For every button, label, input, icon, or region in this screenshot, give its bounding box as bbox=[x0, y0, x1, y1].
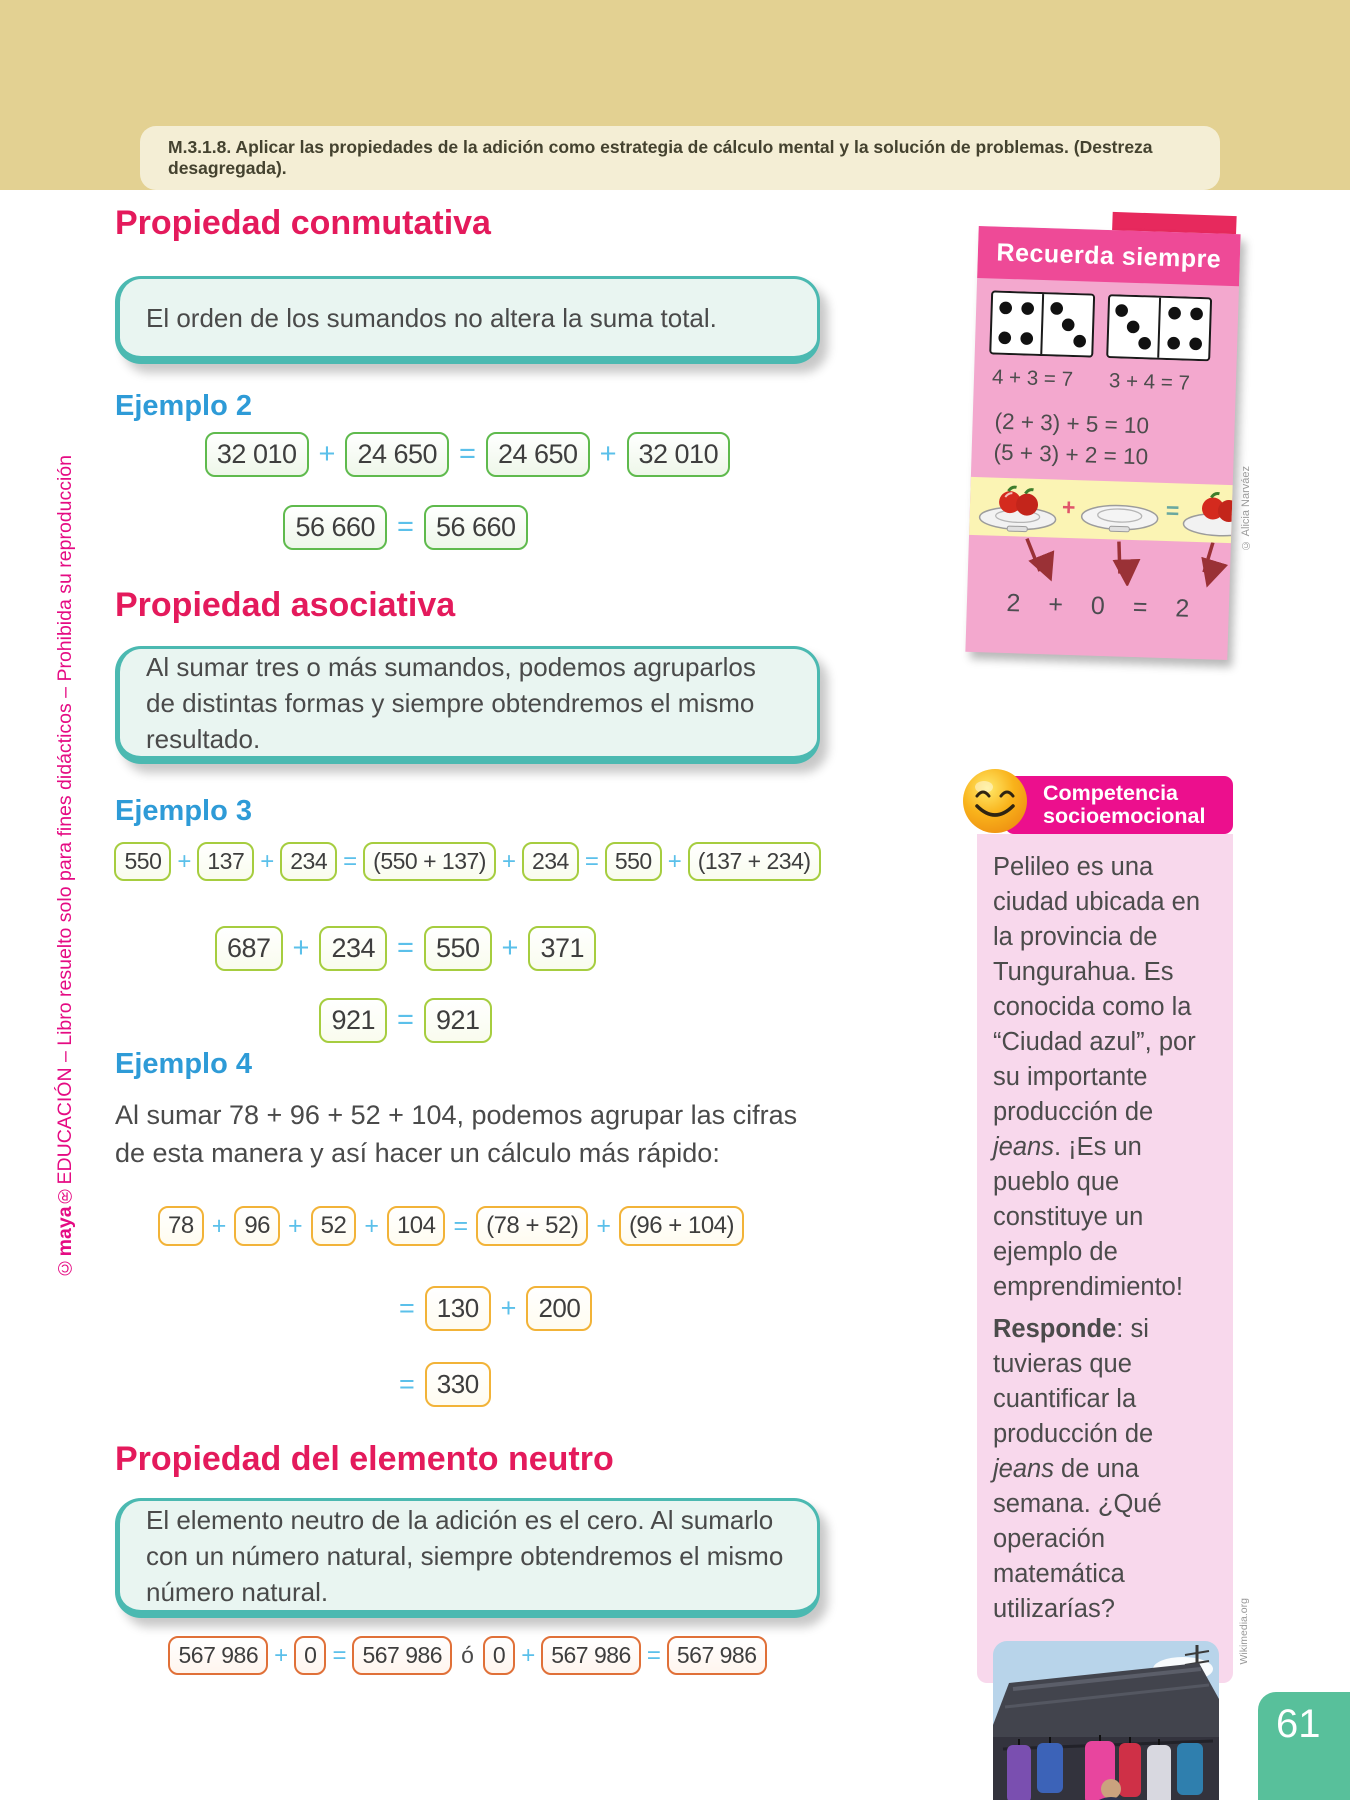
curriculum-standard-box bbox=[140, 126, 1220, 190]
definition-text-conmutativa: El orden de los sumandos no altera la suma total. bbox=[146, 302, 717, 333]
down-arrows-icon bbox=[968, 535, 1231, 589]
equation-neutro-row1: 567 986 + 0 = 567 986 ó 0 + 567 986 = 567 986 bbox=[115, 1636, 820, 1675]
equation-ej3-row1: 550 + 137 + 234 = (550 + 137) + 234 = 550 + (137 + 234) bbox=[115, 842, 820, 881]
competencia-header-band bbox=[1005, 776, 1233, 834]
associative-line-2: (5 + 3) + 2 = 10 bbox=[993, 439, 1149, 470]
associative-line-1: (2 + 3) + 5 = 10 bbox=[994, 408, 1150, 439]
dominoes-row bbox=[989, 290, 1239, 367]
definition-box-asociativa bbox=[115, 646, 820, 764]
plate-with-apples-icon bbox=[979, 486, 1056, 533]
associative-lines bbox=[993, 406, 1235, 476]
example3-label: Ejemplo 3 bbox=[115, 795, 252, 827]
example4-text: Al sumar 78 + 96 + 52 + 104, podemos agrupar las cifras de esta manera y así hacer un cálculo más rápido: bbox=[115, 1100, 798, 1168]
definition-box-conmutativa bbox=[115, 276, 820, 364]
page-number-box bbox=[1258, 1692, 1350, 1800]
equation-ej3-row3: 921 = 921 bbox=[53, 998, 758, 1043]
competencia-paragraph-1: Pelileo es una ciudad ubicada en la provincia de Tungurahua. Es conocida como la “Ciudad azul”, por su importante producción de jeans. ¡Es un pueblo que constituye un ejemplo de emprendimiento! bbox=[993, 853, 1201, 1301]
equation-ej2-row2: 56 660 = 56 660 bbox=[53, 505, 758, 550]
strip-plus-sign: + bbox=[1061, 493, 1076, 521]
section-title-asociativa: Propiedad asociativa bbox=[115, 586, 456, 624]
side-copyright-text: ©maya®EDUCACIÓN – Libro resuelto solo para fines didácticos – Prohibida su reproducción bbox=[54, 455, 76, 1279]
domino-caption-left: 4 + 3 = 7 bbox=[991, 365, 1074, 392]
market-photo bbox=[993, 1641, 1219, 1800]
definition-text-neutro: El elemento neutro de la adición es el cero. Al sumarlo con un número natural, siempre obtendremos el mismo número natural. bbox=[146, 1504, 784, 1607]
illustration-credit: © Alicia Narváez bbox=[1240, 466, 1252, 551]
curriculum-standard-text: M.3.1.8. Aplicar las propiedades de la adición como estrategia de cálculo mental y la solución de problemas. (Destreza desagregada). bbox=[168, 137, 1153, 178]
definition-box-neutro bbox=[115, 1498, 820, 1618]
smiley-icon bbox=[960, 765, 1030, 835]
apples-strip bbox=[969, 477, 1233, 543]
strip-equals-sign: = bbox=[1165, 497, 1180, 524]
empty-plate-icon bbox=[1081, 504, 1158, 532]
page-number: 61 bbox=[1276, 1702, 1321, 1746]
apples-sum-equation: 2 + 0 = 2 bbox=[1006, 589, 1190, 623]
domino-4-3-icon bbox=[989, 290, 1096, 362]
plate-with-apples-right-icon bbox=[1183, 492, 1233, 536]
recuerda-siempre-note bbox=[965, 226, 1240, 660]
equation-ej3-row2: 687 + 234 = 550 + 371 bbox=[53, 926, 758, 971]
equation-ej2-row1: 32 010 + 24 650 = 24 650 + 32 010 bbox=[115, 432, 820, 477]
domino-3-4-icon bbox=[1106, 294, 1213, 366]
example2-label: Ejemplo 2 bbox=[115, 390, 252, 422]
competencia-paragraph-2: Responde: si tuvieras que cuantificar la producción de jeans de una semana. ¿Qué operación matemática utilizarías? bbox=[993, 1315, 1162, 1623]
equation-ej4-row2: = 130 + 200 bbox=[115, 1286, 820, 1331]
section-title-conmutativa: Propiedad conmutativa bbox=[115, 204, 491, 242]
competencia-content-box bbox=[977, 834, 1233, 1683]
equation-ej4-row3: = 330 bbox=[115, 1362, 820, 1407]
domino-captions bbox=[974, 365, 1237, 397]
photo-credit: Wikimedia.org bbox=[1238, 1598, 1250, 1665]
section-title-neutro: Propiedad del elemento neutro bbox=[115, 1440, 614, 1478]
recuerda-header bbox=[977, 226, 1241, 286]
example4-label: Ejemplo 4 bbox=[115, 1048, 252, 1080]
competencia-title-line2: socioemocional bbox=[1043, 804, 1206, 828]
definition-text-asociativa: Al sumar tres o más sumandos, podemos agruparlos de distintas formas y siempre obtendremos el mismo resultado. bbox=[146, 651, 756, 754]
recuerda-title: Recuerda siempre bbox=[996, 238, 1222, 274]
plates-apples-illustration bbox=[969, 477, 1233, 543]
competencia-title-line1: Competencia bbox=[1043, 781, 1179, 805]
equation-ej4-row1: 78 + 96 + 52 + 104 = (78 + 52) + (96 + 104) bbox=[115, 1206, 820, 1246]
domino-caption-right: 3 + 4 = 7 bbox=[1108, 369, 1191, 395]
